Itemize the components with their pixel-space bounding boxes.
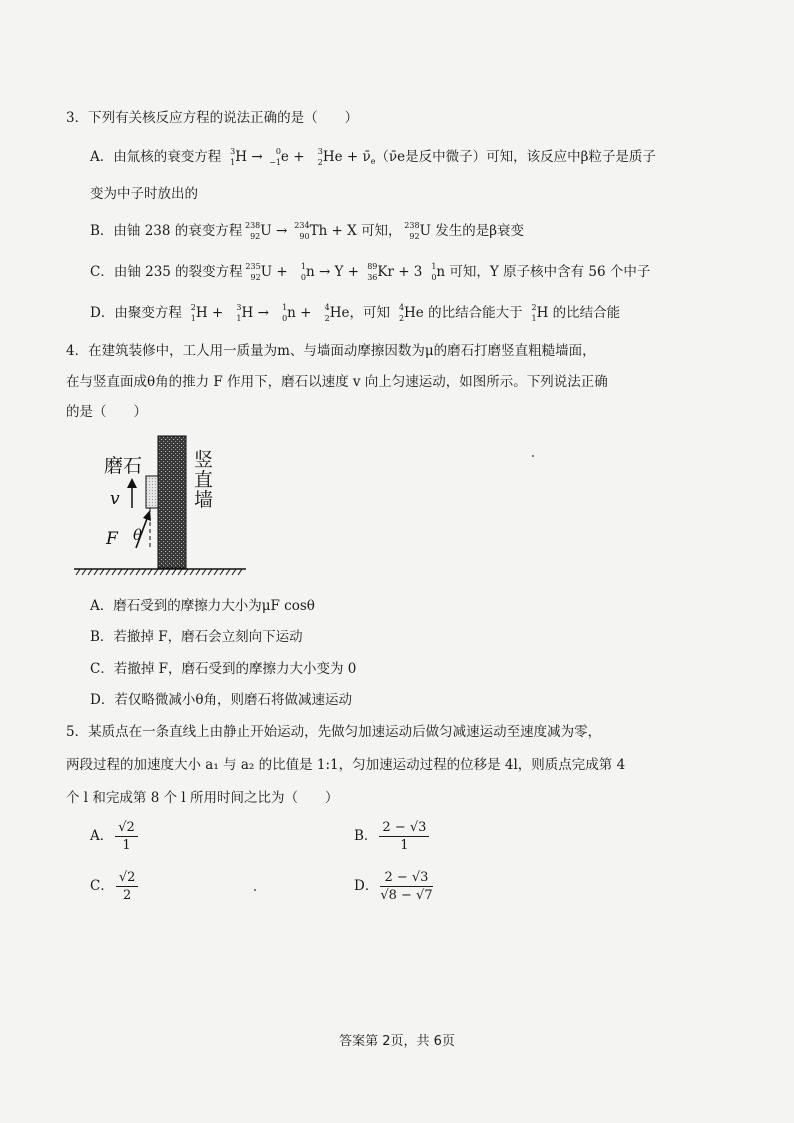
q3-option-a-cont: 变为中子时放出的: [90, 186, 198, 202]
q4-option-d: D．若仅略微减小θ角，则磨石将做减速运动: [90, 692, 352, 708]
q5-option-c: C． $\frac{√2}{2}$: [90, 868, 140, 904]
grinding-stone: [146, 476, 158, 508]
force-arrow-head: [143, 510, 151, 521]
label-wall-2: 直: [194, 469, 214, 491]
q5-option-d: D． $\frac{2 - √3}{√8 - √7}$: [354, 870, 433, 903]
q4-stem-line1: 4．在建筑装修中，工人用一质量为m、与墙面动摩擦因数为μ的磨石打磨竖直粗糙墙面，: [66, 343, 596, 359]
wall: [158, 436, 186, 568]
label-wall-1: 竖: [194, 449, 214, 471]
q3-option-b: B．由铀 238 的衰变方程 238 92 U → 234 90 Th + X 可知， 238 92 U 发生的是β衰变: [90, 220, 525, 241]
label-wall-3: 墙: [194, 489, 214, 511]
label-F: F: [106, 529, 118, 549]
q3-option-c: C．由铀 235 的裂变方程 235 92 U + 1 0 n → Y + 89 36 Kr + 3 1 0 n 可知，Y 原子核中含有 56 个中子: [90, 261, 651, 282]
q5-stem-line3: 个 l 和完成第 8 个 l 所用时间之比为（ ）: [66, 790, 339, 806]
label-stone: 磨石: [104, 455, 143, 477]
velocity-arrow-head: [127, 478, 137, 488]
ground-hatch: [76, 569, 242, 575]
q3-option-d: D．由聚变方程 2 1 H + 3 1 H → 1 0 n + 4 2 He，可知 4 2 He 的比结合能大于 2 1 H 的比结合能: [90, 302, 621, 323]
q5-option-a: A． $\frac{√2}{1}$: [90, 818, 140, 854]
page-footer: 答案第 2页，共 6页: [339, 1034, 455, 1049]
q4-option-c: C．若撤掉 F，磨石受到的摩擦力大小变为 0: [90, 661, 357, 677]
q5-stem-line2: 两段过程的加速度大小 a₁ 与 a₂ 的比值是 1:1，匀加速运动过程的位移是 4l，则质点完成第 4: [66, 757, 626, 773]
label-theta: θ: [133, 526, 143, 544]
q4-stem-line2: 在与竖直面成θ角的推力 F 作用下，磨石以速度 v 向上匀速运动，如图所示。下列说法正确: [66, 374, 608, 390]
q5-option-b: B． $\frac{2 - √3}{1}$: [354, 818, 431, 854]
q4-figure: [70, 432, 250, 578]
scan-speck: [532, 455, 534, 457]
q5-stem-line1: 5．某质点在一条直线上由静止开始运动，先做匀加速运动后做匀减速运动至速度减为零，: [66, 724, 602, 740]
scan-speck: [254, 889, 256, 891]
label-v: v: [110, 489, 120, 509]
q4-option-b: B．若撤掉 F，磨石会立刻向下运动: [90, 629, 303, 645]
q4-option-a: A．磨石受到的摩擦力大小为μF cosθ: [90, 598, 315, 614]
q3-stem: 3．下列有关核反应方程的说法正确的是（ ）: [66, 110, 359, 126]
q4-stem-line3: 的是（ ）: [66, 404, 147, 420]
q3-option-a: A．由氚核的衰变方程 3 1 H → 0 −1 e + 3 2 $He + \nū_e(\nūe$是反中微子）可知，该反应中β粒子是质子: [90, 146, 656, 167]
